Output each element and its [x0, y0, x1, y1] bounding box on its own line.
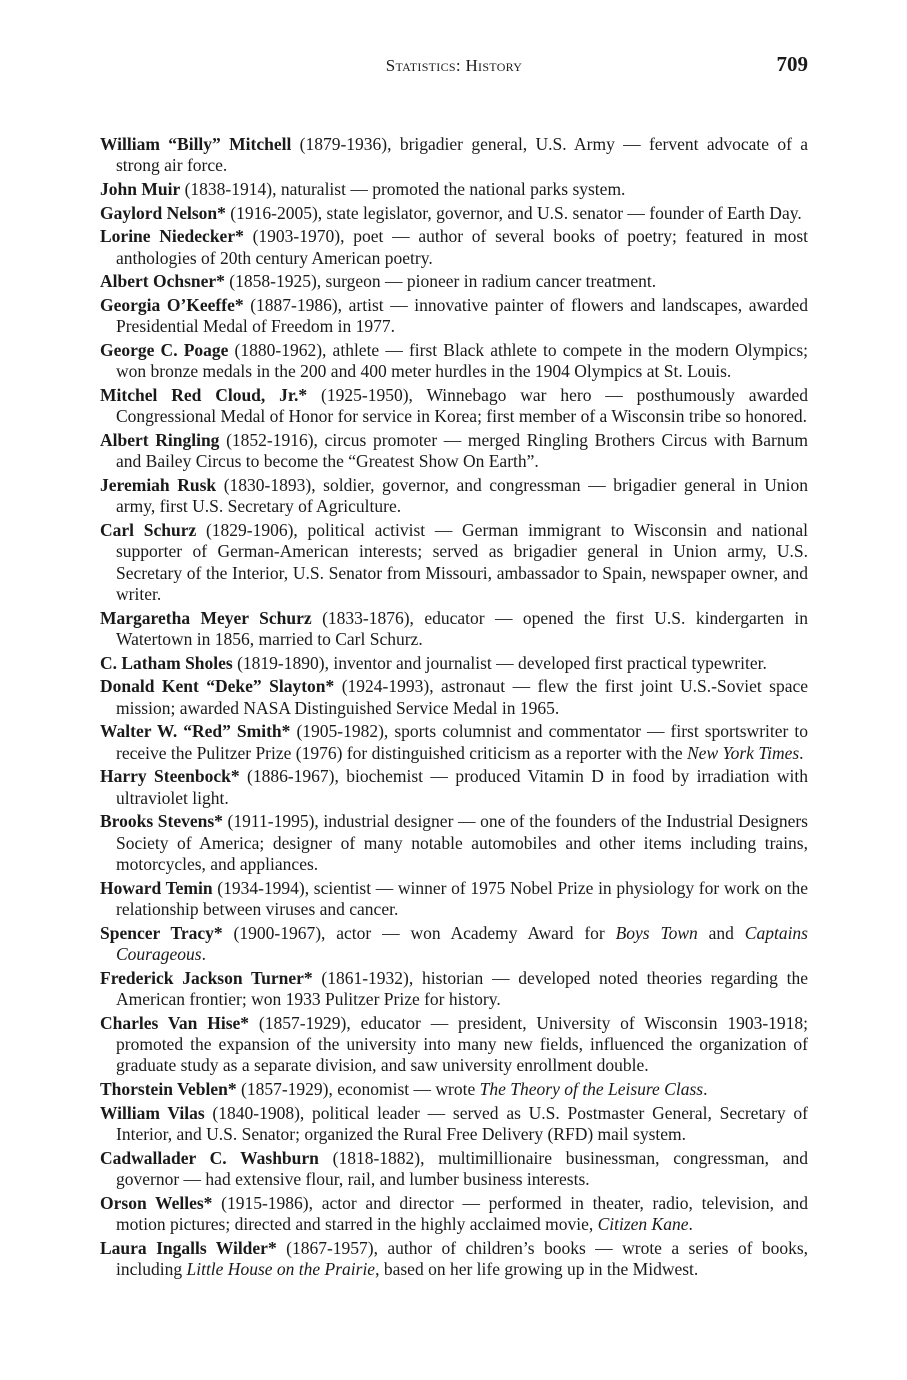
- biography-entry: [100, 968, 808, 1011]
- entry-name: John Muir: [100, 179, 181, 199]
- entry-description: (1830-1893), soldier, governor, and congressman — brigadier general in Union army, first U.S. Secretary of Agriculture.: [116, 474, 809, 517]
- biography-entry: [100, 608, 808, 651]
- entry-italic-title: The Theory of the Leisure Class: [479, 1079, 704, 1099]
- entry-description: (1819-1890), inventor and journalist — developed first practical typewriter.: [232, 652, 767, 673]
- entry-description: (1829-1906), political activist — German immigrant to Wisconsin and national supporter of German-American interests; served as brigadier general in Union army, U.S. Secretary of the Interior, U.S. Senator from Missouri, ambassador to Spain, newspaper owner, and writer.: [116, 519, 808, 604]
- biography-entry: [100, 340, 808, 383]
- entry-description: (1857-1929), educator — president, University of Wisconsin 1903-1918; promoted the expansion of the university into many new fields, influenced the organization of graduate study as a separate division, and saw university enrollment double.: [116, 1012, 809, 1076]
- biography-entry: [100, 271, 808, 292]
- biography-entry: [100, 676, 808, 719]
- entry-name: Thorstein Veblen*: [100, 1079, 237, 1099]
- entry-description: (1905-1982), sports columnist and commentator — first sportswriter to receive the Pulitzer Prize (1976) for distinguished criticism as a reporter with the: [116, 721, 809, 763]
- biography-entry: [100, 134, 808, 177]
- biography-entry: [100, 1148, 808, 1191]
- entry-italic-title: Little House on the Prairie: [186, 1259, 376, 1279]
- biography-entry: [100, 179, 808, 200]
- entry-name: Cadwallader C. Washburn: [100, 1147, 319, 1168]
- entry-name: Laura Ingalls Wilder*: [100, 1237, 277, 1258]
- biography-entry: [100, 1193, 808, 1236]
- entry-description: .: [799, 742, 804, 763]
- entry-description: (1867-1957), author of children’s books — wrote a series of books, including: [116, 1237, 808, 1279]
- entry-description: (1818-1882), multimillionaire businessman, congressman, and governor — had extensive flour, rail, and lumber business interests.: [116, 1147, 808, 1189]
- entry-name: Charles Van Hise*: [100, 1012, 250, 1033]
- biography-list: [100, 134, 808, 1283]
- entry-name: Frederick Jackson Turner*: [100, 967, 313, 988]
- entry-name: Orson Welles*: [100, 1192, 213, 1213]
- entry-description: (1911-1995), industrial designer — one of the founders of the Industrial Designers Society of America; designer of many notable automobiles and other items including trains, motorcycles, and appliances.: [116, 811, 808, 874]
- running-head-title: Statistics: History: [385, 56, 523, 75]
- biography-entry: [100, 1013, 808, 1077]
- entry-description: (1903-1970), poet — author of several books of poetry; featured in most anthologies of 20th century American poetry.: [116, 226, 809, 268]
- entry-description: (1887-1986), artist — innovative painter of flowers and landscapes, awarded Presidential Medal of Freedom in 1977.: [116, 294, 808, 337]
- entry-italic-title: Captains Courageous: [116, 922, 808, 964]
- entry-name: George C. Poage: [100, 339, 229, 360]
- entry-name: Walter W. “Red” Smith*: [100, 721, 291, 742]
- entry-description: (1924-1993), astronaut — flew the first joint U.S.-Soviet space mission; awarded NASA Distinguished Service Medal in 1965.: [116, 676, 808, 718]
- entry-name: C. Latham Sholes: [100, 652, 233, 673]
- page-number: 709: [776, 52, 808, 76]
- entry-name: Donald Kent “Deke” Slayton*: [100, 676, 335, 697]
- biography-entry: [100, 385, 808, 428]
- entry-description: , based on her life growing up in the Midwest.: [375, 1259, 699, 1279]
- biography-entry: [100, 1103, 808, 1146]
- entry-name: Georgia O’Keeffe*: [100, 294, 244, 315]
- entry-name: Margaretha Meyer Schurz: [100, 607, 312, 628]
- entry-description: (1900-1967), actor — won Academy Award for: [222, 922, 616, 943]
- entry-name: Gaylord Nelson*: [100, 202, 226, 223]
- entry-name: Albert Ringling: [100, 429, 220, 450]
- entry-description: (1840-1908), political leader — served as U.S. Postmaster General, Secretary of Interior, and U.S. Senator; organized the Rural Free Delivery (RFD) mail system.: [116, 1102, 808, 1144]
- entry-name: Lorine Niedecker*: [100, 226, 244, 247]
- biography-entry: [100, 766, 808, 809]
- biography-entry: [100, 295, 808, 338]
- entry-description: (1857-1929), economist — wrote: [236, 1079, 480, 1099]
- entry-name: Howard Temin: [100, 877, 213, 898]
- entry-description: (1886-1967), biochemist — produced Vitamin D in food by irradiation with ultraviolet light.: [116, 766, 808, 808]
- biography-entry: [100, 721, 808, 764]
- entry-italic-title: Citizen Kane: [597, 1214, 689, 1234]
- biography-entry: [100, 520, 808, 606]
- entry-name: Jeremiah Rusk: [100, 474, 217, 495]
- biography-entry: [100, 878, 808, 921]
- entry-name: William Vilas: [100, 1102, 205, 1123]
- biography-entry: [100, 653, 808, 674]
- biography-entry: [100, 203, 808, 224]
- entry-name: Spencer Tracy*: [100, 922, 223, 943]
- biography-entry: [100, 1238, 808, 1281]
- entry-name: Harry Steenbock*: [100, 766, 240, 787]
- page-header: [100, 52, 808, 82]
- entry-description: .: [688, 1214, 693, 1234]
- entry-description: (1934-1994), scientist — winner of 1975 Nobel Prize in physiology for work on the relationship between viruses and cancer.: [116, 877, 808, 919]
- entry-description: and: [697, 922, 745, 943]
- entry-description: (1879-1936), brigadier general, U.S. Army — fervent advocate of a strong air force.: [116, 134, 809, 176]
- biography-entry: [100, 1079, 808, 1100]
- entry-italic-title: Boys Town: [615, 922, 698, 943]
- biography-entry: [100, 430, 808, 473]
- entry-description: (1852-1916), circus promoter — merged Ringling Brothers Circus with Barnum and Bailey Circus to become the “Greatest Show On Earth”.: [116, 429, 808, 472]
- entry-name: Brooks Stevens*: [100, 811, 223, 832]
- entry-italic-title: New York Times: [687, 742, 800, 763]
- entry-description: (1861-1932), historian — developed noted theories regarding the American frontier; won 1933 Pulitzer Prize for history.: [116, 967, 808, 1009]
- entry-name: Mitchel Red Cloud, Jr.*: [100, 384, 308, 405]
- entry-name: Carl Schurz: [100, 519, 197, 540]
- biography-entry: [100, 811, 808, 875]
- entry-description: (1925-1950), Winnebago war hero — posthumously awarded Congressional Medal of Honor for service in Korea; first member of a Wisconsin tribe so honored.: [116, 384, 808, 427]
- entry-description: (1916-2005), state legislator, governor, and U.S. senator — founder of Earth Day.: [225, 202, 802, 223]
- biography-entry: [100, 475, 808, 518]
- entry-description: .: [703, 1079, 708, 1099]
- entry-description: (1915-1986), actor and director — performed in theater, radio, television, and motion pictures; directed and starred in the highly acclaimed movie,: [116, 1192, 808, 1234]
- entry-description: (1858-1925), surgeon — pioneer in radium cancer treatment.: [224, 271, 657, 292]
- biography-entry: [100, 226, 808, 269]
- entry-name: William “Billy” Mitchell: [100, 134, 292, 154]
- entry-description: (1833-1876), educator — opened the first U.S. kindergarten in Watertown in 1856, married to Carl Schurz.: [116, 607, 808, 649]
- entry-description: .: [201, 944, 206, 964]
- entry-name: Albert Ochsner*: [100, 271, 225, 292]
- biography-entry: [100, 923, 808, 966]
- entry-description: (1838-1914), naturalist — promoted the national parks system.: [180, 179, 626, 199]
- entry-description: (1880-1962), athlete — first Black athlete to compete in the modern Olympics; won bronze medals in the 200 and 400 meter hurdles in the 1904 Olympics at St. Louis.: [116, 339, 808, 382]
